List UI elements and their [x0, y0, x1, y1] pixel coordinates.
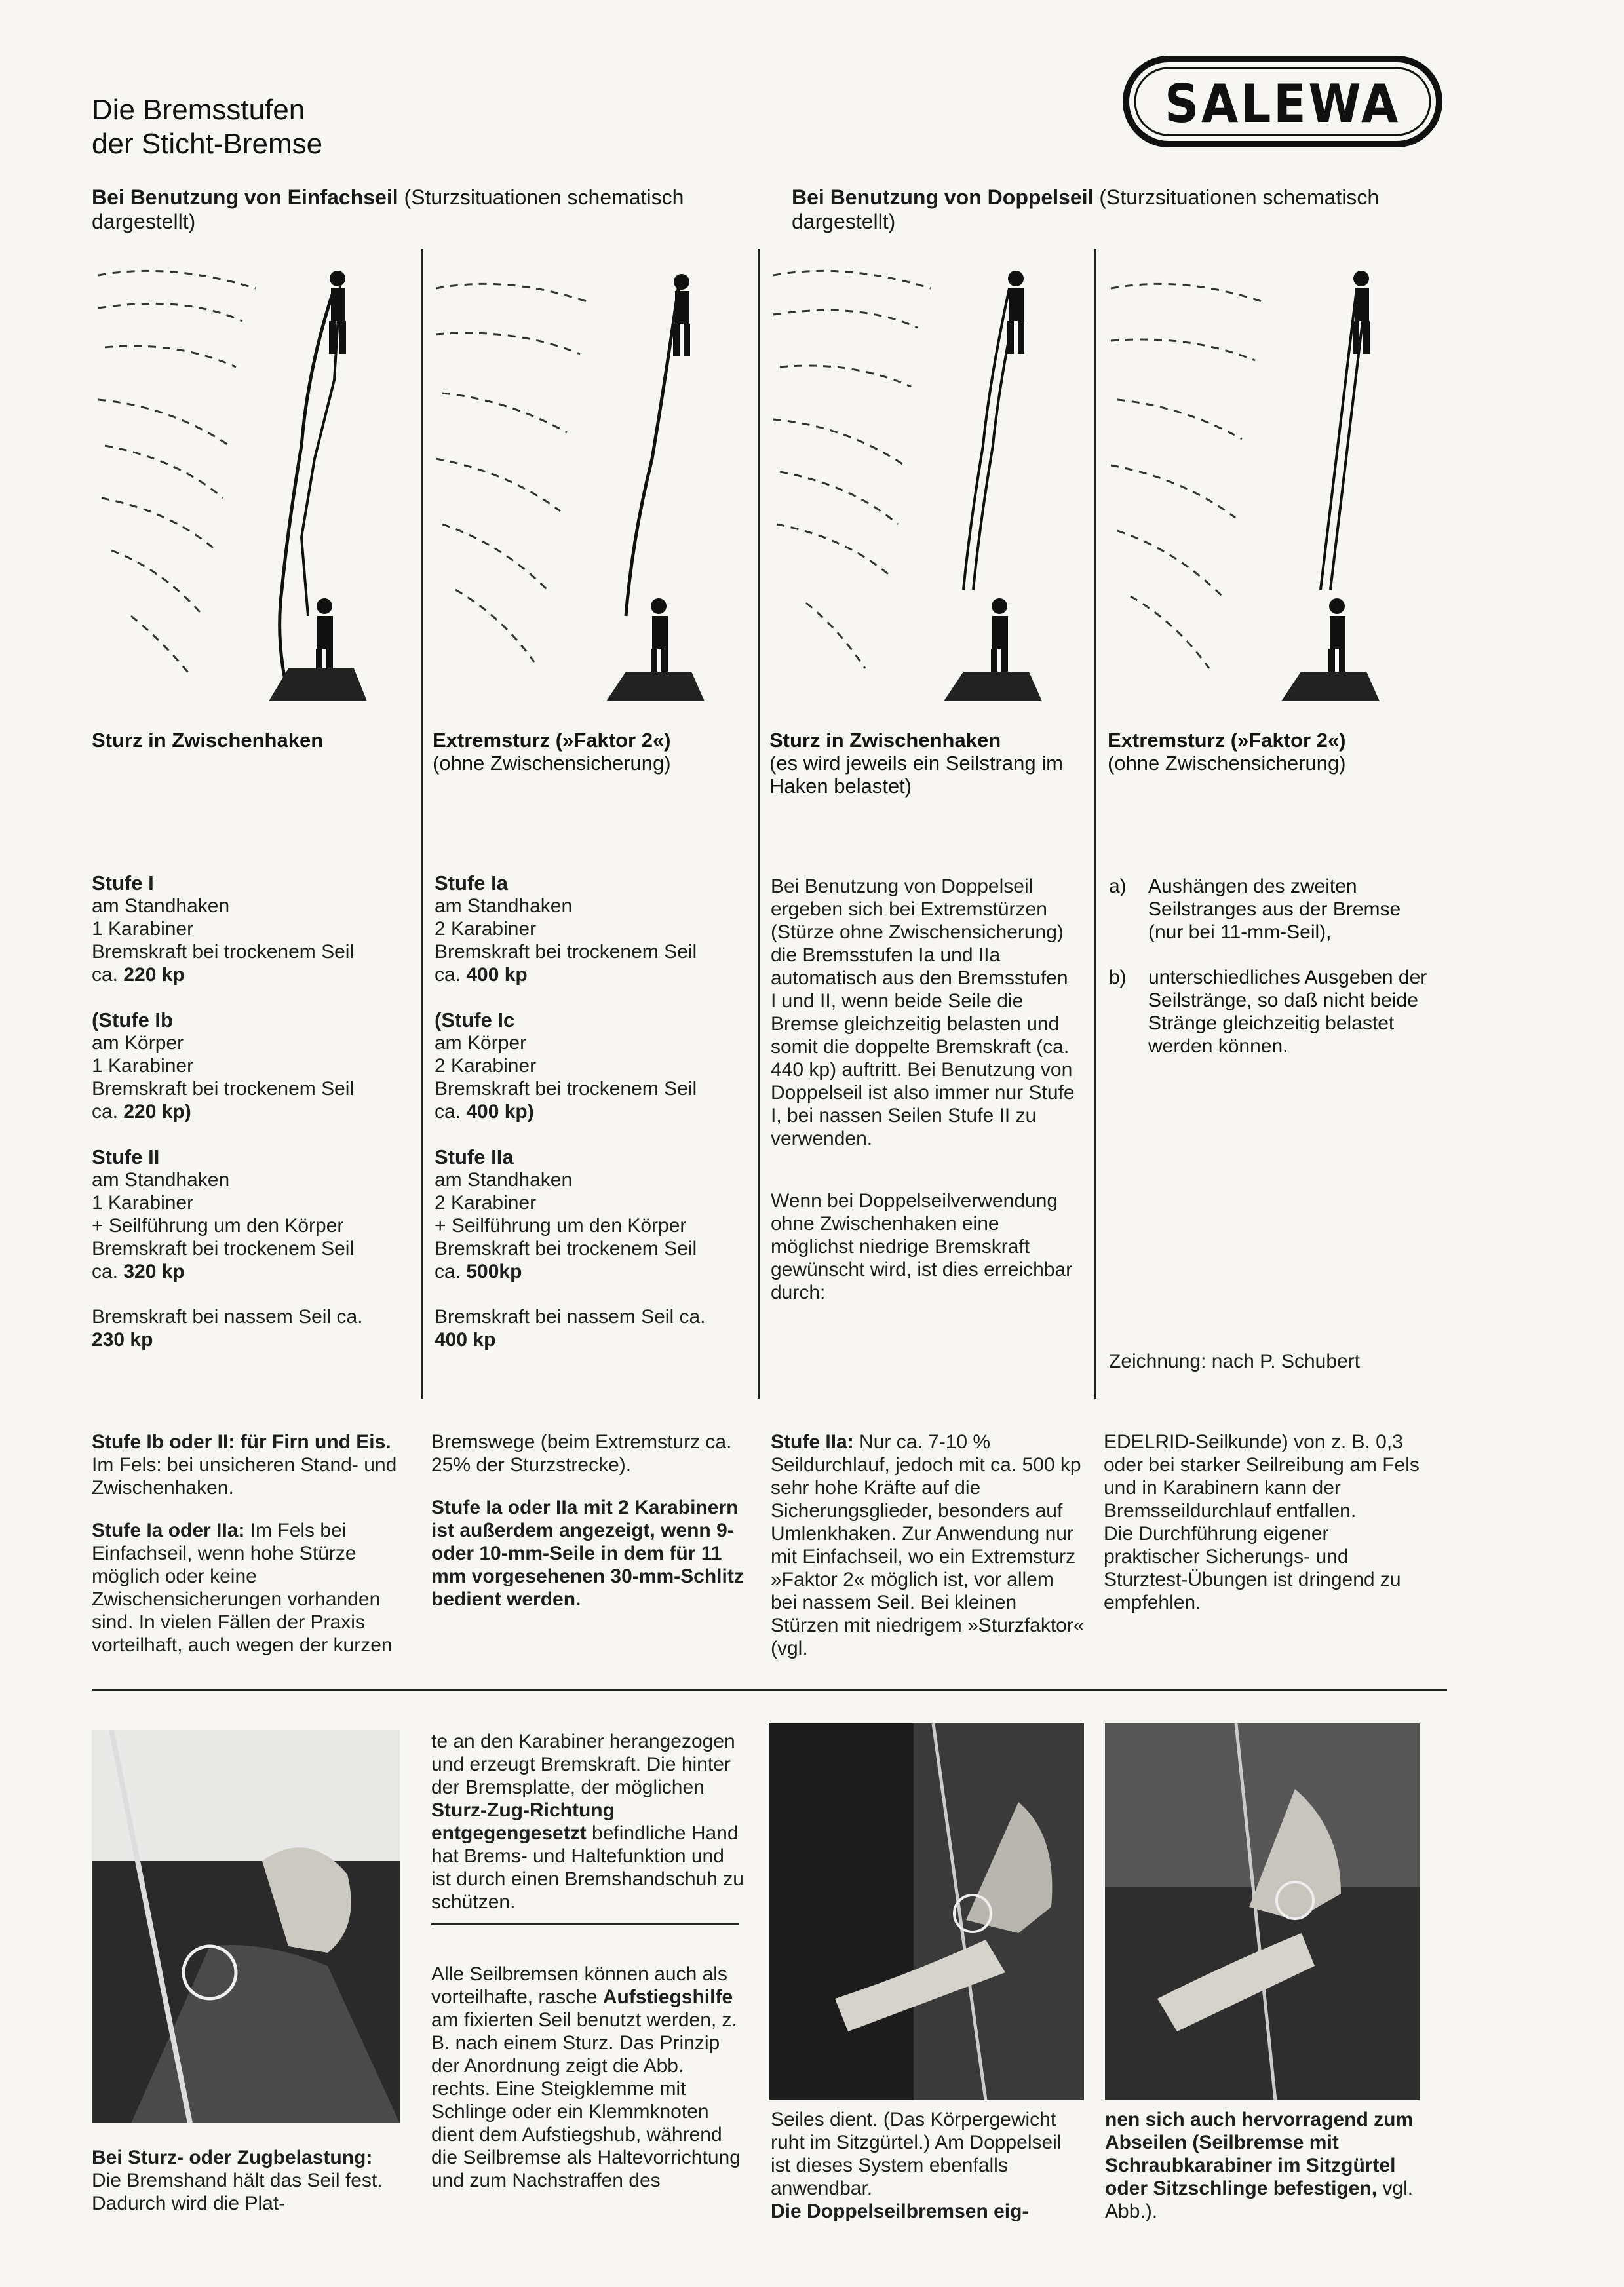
fall-illustration-4	[1104, 249, 1419, 701]
photo-abseiling	[1105, 1723, 1420, 2100]
brake-stages-single-col1	[92, 872, 413, 1351]
bottom-bold: Bei Sturz- oder Zugbelastung:	[92, 2147, 373, 2168]
page-title	[92, 93, 322, 161]
stage-value-line	[435, 1260, 756, 1283]
title-line-2: der Sticht-Bremse	[92, 128, 323, 160]
brake-force-value: 220 kp)	[123, 1101, 191, 1123]
stage-heading: Stufe IIa	[435, 1145, 514, 1168]
stage-heading: Stufe II	[92, 1145, 160, 1168]
fall-illustration-2	[429, 249, 744, 701]
bottom-text: Alle Seilbremsen können auch als vorteilhafte, rasche	[431, 1963, 727, 2008]
column-divider-2	[758, 249, 760, 1399]
brake-stages-single-col2	[435, 872, 756, 1351]
bottom-bold: nen sich auch hervorragend zum Abseilen (Seilbremse mit Schraubkarabiner im Sitzgürtel oder Sitzschlinge befestigen,	[1105, 2109, 1414, 2199]
intro-left-rest: (Sturzsituationen schematisch dargestellt)	[92, 185, 684, 233]
brake-force-value: 220 kp	[123, 964, 185, 986]
value-prefix: ca.	[435, 1101, 467, 1123]
stage-heading: (Stufe Ib	[92, 1009, 173, 1031]
stage-heading: Stufe Ia	[435, 872, 508, 894]
list-text: Aushängen des zweiten Seilstranges aus der Bremse (nur bei 11-mm-Seil),	[1148, 875, 1401, 943]
stage-line: 2 Karabiner	[435, 1192, 537, 1214]
intro-right-bold: Bei Benutzung von Doppelseil	[792, 185, 1094, 209]
note-text: Die Durchführung eigener praktischer Sicherungs- und Sturztest-Übungen ist dringend zu empfehlen.	[1104, 1523, 1401, 1613]
caption-2	[433, 729, 754, 775]
stage-line: 2 Karabiner	[435, 1055, 537, 1077]
value-prefix: ca.	[92, 964, 124, 986]
stage-block	[435, 1009, 756, 1123]
stage-heading: (Stufe Ic	[435, 1009, 515, 1031]
brake-force-value: 320 kp	[123, 1261, 185, 1282]
bottom-text-3	[771, 2108, 1079, 2223]
bottom-bold: Sturz-Zug-Richtung entgegengesetzt	[431, 1799, 615, 1844]
double-rope-options	[1109, 875, 1430, 1080]
bottom-text: te an den Karabiner herangezogen und erzeugt Bremskraft. Die hinter der Bremsplatte, der möglichen	[431, 1731, 735, 1798]
salewa-logo	[1122, 52, 1443, 151]
photo-ascending-rope	[769, 1723, 1084, 2100]
stage-line: + Seilführung um den Körper	[435, 1215, 687, 1237]
note-text: Im Fels: bei unsicheren Stand- und Zwischenhaken.	[92, 1454, 397, 1499]
stage-value-line	[92, 963, 413, 986]
bottom-text: vgl. Abb.).	[1105, 2178, 1414, 2222]
stage-value-line	[435, 1100, 756, 1123]
stage-block	[92, 872, 413, 986]
wet-rope-block	[435, 1305, 756, 1351]
stage-line: am Körper	[92, 1032, 184, 1054]
stage-line: Bremskraft bei trockenem Seil	[92, 1238, 355, 1259]
intro-right-rest: (Sturzsituationen schematisch dargestellt)	[792, 185, 1380, 233]
stage-line: 1 Karabiner	[92, 1192, 194, 1214]
stage-line: Bremskraft bei trockenem Seil	[92, 1078, 355, 1100]
value-prefix: ca.	[435, 1261, 467, 1282]
note-bold: Stufe Ia oder IIa:	[92, 1520, 245, 1541]
wet-rope-block	[92, 1305, 413, 1351]
brake-force-value: 230 kp	[92, 1329, 153, 1351]
caption-2-sub: (ohne Zwischensicherung)	[433, 752, 671, 775]
column-divider-1	[421, 249, 423, 1399]
note-col-2	[431, 1431, 746, 1630]
note-col-3	[771, 1431, 1085, 1680]
caption-2-title: Extremsturz (»Faktor 2«)	[433, 729, 671, 752]
note-text: Nur ca. 7-10 % Seildurchlauf, jedoch mit ca. 500 kp sehr hohe Kräfte auf die Sicherungsglieder, besonders auf Umlenkhaken. Zur Anwendung nur mit Einfachseil, wo ein Extremsturz »Faktor 2« möglich ist, vor allem bei nassem Seil. Bei kleinen Stürzen mit niedrigem »Sturzfaktor« (vgl.	[771, 1431, 1085, 1659]
bottom-text-4	[1105, 2108, 1426, 2223]
stage-block	[92, 1145, 413, 1283]
stage-heading: Stufe I	[92, 872, 154, 894]
bottom-bold: Die Doppelseilbremsen eig-	[771, 2201, 1029, 2222]
list-item	[1109, 875, 1430, 944]
stage-line: am Standhaken	[435, 895, 573, 917]
caption-3-title: Sturz in Zwischenhaken	[769, 729, 1001, 752]
intro-double-rope	[792, 185, 1447, 234]
note-col-4	[1104, 1431, 1425, 1614]
list-label: a)	[1109, 875, 1127, 897]
paragraph	[431, 1963, 746, 2192]
bottom-text-2	[431, 1730, 746, 2192]
brake-force-value: 400 kp	[466, 964, 528, 986]
brake-force-value: 500kp	[466, 1261, 522, 1282]
note-text: Im Fels bei Einfachseil, wenn hohe Stürze möglich oder keine Zwischensicherungen vorhanden sind. In vielen Fällen der Praxis vorteilhaft, auch wegen der kurzen	[92, 1520, 393, 1656]
stage-line: Bremskraft bei trockenem Seil	[92, 941, 355, 963]
paragraph: Wenn bei Doppelseilverwendung ohne Zwischenhaken eine möglichst niedrige Bremskraft gewünscht wird, ist dies erreichbar durch:	[771, 1190, 1073, 1303]
intro-single-rope	[92, 185, 741, 234]
caption-3-sub: (es wird jeweils ein Seilstrang im Haken belastet)	[769, 752, 1063, 798]
stage-line: 1 Karabiner	[92, 1055, 194, 1077]
stage-line: am Standhaken	[435, 1169, 573, 1191]
stage-block	[435, 1145, 756, 1283]
stage-block	[92, 1009, 413, 1123]
drawing-credit: Zeichnung: nach P. Schubert	[1109, 1351, 1361, 1372]
column-divider-3	[1094, 249, 1096, 1399]
stage-line: 1 Karabiner	[92, 918, 194, 940]
stage-line: am Standhaken	[92, 895, 230, 917]
brake-force-value: 400 kp	[435, 1329, 496, 1351]
caption-4	[1108, 729, 1429, 775]
note-text: Bremswege (beim Extremsturz ca. 25% der Sturzstrecke).	[431, 1431, 732, 1476]
section-divider	[92, 1689, 1447, 1691]
stage-value-line	[92, 1100, 413, 1123]
bottom-text-1	[92, 2146, 406, 2215]
caption-4-title: Extremsturz (»Faktor 2«)	[1108, 729, 1346, 752]
bottom-text: Seiles dient. (Das Körpergewicht ruht im Sitzgürtel.) Am Doppelseil ist dieses System ebenfalls anwendbar.	[771, 2109, 1062, 2199]
stage-block	[435, 872, 756, 986]
bottom-text: am fixierten Seil benutzt werden, z. B. nach einem Sturz. Das Prinzip der Anordnung zeigt die Abb. rechts. Eine Steigklemme mit Schlinge oder ein Klemmknoten dient dem Aufstiegshub, während die Seilbremse als Haltevorrichtung und zum Nachstraffen des	[431, 2009, 741, 2191]
brake-force-value: 400 kp)	[466, 1101, 534, 1123]
note-bold: Stufe Ia oder IIa mit 2 Karabinern ist außerdem angezeigt, wenn 9- oder 10-mm-Seile in dem für 11 mm vorgesehenen 30-mm-Schlitz bedient werden.	[431, 1497, 744, 1610]
list-text: unterschiedliches Ausgeben der Seilstränge, so daß nicht beide Stränge gleichzeitig belastet werden können.	[1148, 967, 1427, 1057]
stage-line: 2 Karabiner	[435, 918, 537, 940]
note-text: EDELRID-Seilkunde) von z. B. 0,3 oder bei starker Seilreibung am Fels und in Karabinern kann der Bremsseildurchlauf entfallen.	[1104, 1431, 1420, 1522]
bottom-bold: Aufstiegshilfe	[602, 1986, 733, 2008]
bottom-text: Die Bremshand hält das Seil fest. Dadurch wird die Plat-	[92, 2170, 383, 2214]
stage-line: Bremskraft bei trockenem Seil	[435, 1238, 697, 1259]
stage-line: Bremskraft bei nassem Seil ca.	[435, 1306, 706, 1328]
value-prefix: ca.	[92, 1101, 124, 1123]
fall-illustration-1	[92, 249, 406, 701]
value-prefix: ca.	[435, 964, 467, 986]
caption-4-sub: (ohne Zwischensicherung)	[1108, 752, 1346, 775]
value-prefix: ca.	[92, 1261, 124, 1282]
caption-1-title: Sturz in Zwischenhaken	[92, 729, 324, 752]
note-col-1	[92, 1431, 400, 1676]
caption-1	[92, 729, 413, 752]
title-line-1: Die Bremsstufen	[92, 94, 305, 126]
stage-line: Bremskraft bei trockenem Seil	[435, 941, 697, 963]
note-bold: Stufe Ib oder II: für Firn und Eis.	[92, 1431, 391, 1453]
stage-line: am Standhaken	[92, 1169, 230, 1191]
bottom-text: befindliche Hand hat Brems- und Haltefunktion und ist durch einen Bremshandschuh zu schützen.	[431, 1822, 744, 1913]
text-divider	[431, 1923, 739, 1925]
paragraph: Bei Benutzung von Doppelseil ergeben sich bei Extremstürzen (Stürze ohne Zwischensicherung) die Bremsstufen Ia und IIa automatisch aus den Bremsstufen I und II, wenn beide Seile die Bremse gleichzeitig belasten und somit die doppelte Bremskraft (ca. 440 kp) auftritt. Bei Benutzung von Doppelseil ist also immer nur Stufe I, bei nassen Seilen Stufe II zu verwenden.	[771, 875, 1075, 1149]
stage-line: + Seilführung um den Körper	[92, 1215, 344, 1237]
paragraph	[431, 1730, 746, 1913]
list-item	[1109, 966, 1430, 1058]
note-bold: Stufe IIa:	[771, 1431, 854, 1453]
stage-value-line	[435, 963, 756, 986]
double-rope-text	[771, 875, 1079, 1324]
stage-line: Bremskraft bei nassem Seil ca.	[92, 1306, 363, 1328]
photo-belayer-closeup	[92, 1730, 400, 2123]
logo-text: SALEWA	[1165, 73, 1401, 134]
fall-illustration-3	[767, 249, 1081, 701]
list-label: b)	[1109, 967, 1127, 988]
intro-left-bold: Bei Benutzung von Einfachseil	[92, 185, 398, 209]
caption-3	[769, 729, 1084, 798]
stage-value-line	[92, 1260, 413, 1283]
stage-line: am Körper	[435, 1032, 527, 1054]
stage-line: Bremskraft bei trockenem Seil	[435, 1078, 697, 1100]
